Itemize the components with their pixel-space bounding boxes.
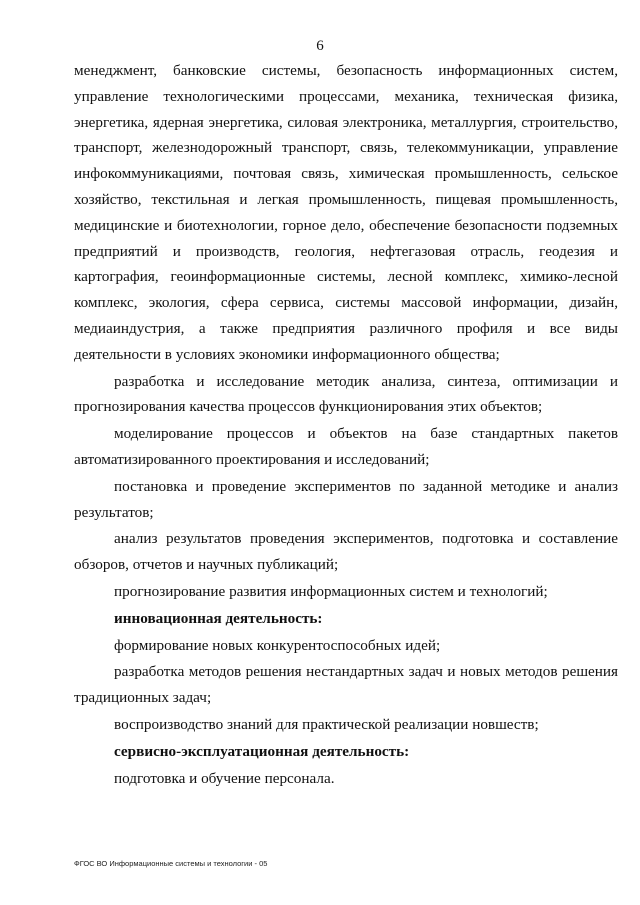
paragraph-staff-training: подготовка и обучение персонала.: [114, 769, 335, 787]
paragraph-knowledge-reproduction: воспроизводство знаний для практической реализации новшеств;: [114, 715, 539, 733]
paragraph-analysis-results: анализ результатов проведения экспериментов, подготовка и составление обзоров, отчетов и научных публикаций;: [74, 530, 618, 574]
paragraph-forecasting: прогнозирование развития информационных систем и технологий;: [114, 582, 548, 600]
paragraph-experiments: постановка и проведение экспериментов по заданной методике и анализ результатов;: [74, 477, 618, 521]
paragraph-methods-research: разработка и исследование методик анализа, синтеза, оптимизации и прогнозирования качества процессов функционирования этих объектов;: [74, 372, 618, 416]
paragraph-solution-methods: разработка методов решения нестандартных задач и новых методов решения традиционных задач;: [74, 663, 618, 707]
paragraph-new-ideas: формирование новых конкурентоспособных идей;: [114, 636, 441, 654]
page-number: 6: [316, 38, 324, 54]
paragraph-modeling: моделирование процессов и объектов на базе стандартных пакетов автоматизированного проектирования и исследований;: [74, 425, 618, 468]
heading-innovation-activity: инновационная деятельность:: [114, 609, 323, 627]
document-footer: ФГОС ВО Информационные системы и технологии - 05: [74, 859, 268, 868]
document-body: [74, 58, 618, 791]
heading-service-activity: сервисно-эксплуатационная деятельность:: [114, 742, 410, 760]
paragraph-activity-areas: менеджмент, банковские системы, безопасность информационных систем, управление технологическими процессами, механика, техническая физика, энергетика, ядерная энергетика, силовая электроника, металлургия, строительство, транспорт, железнодорожный транспорт, связь, телекоммуникации, управление инфокоммуникациями, почтовая связь, химическая промышленность, сельское хозяйство, текстильная и легкая промышленность, пищевая промышленность, медицинские и биотехнологии, горное дело, обеспечение безопасности подземных предприятий и производств, геология, нефтегазовая отрасль, геодезия и картография, геоинформационные системы, лесной комплекс, химико-лесной комплекс, экология, сфера сервиса, системы массовой информации, дизайн, медиаиндустрия, а также предприятия различного профиля и все виды деятельности в условиях экономики информационного общества;: [74, 62, 618, 363]
